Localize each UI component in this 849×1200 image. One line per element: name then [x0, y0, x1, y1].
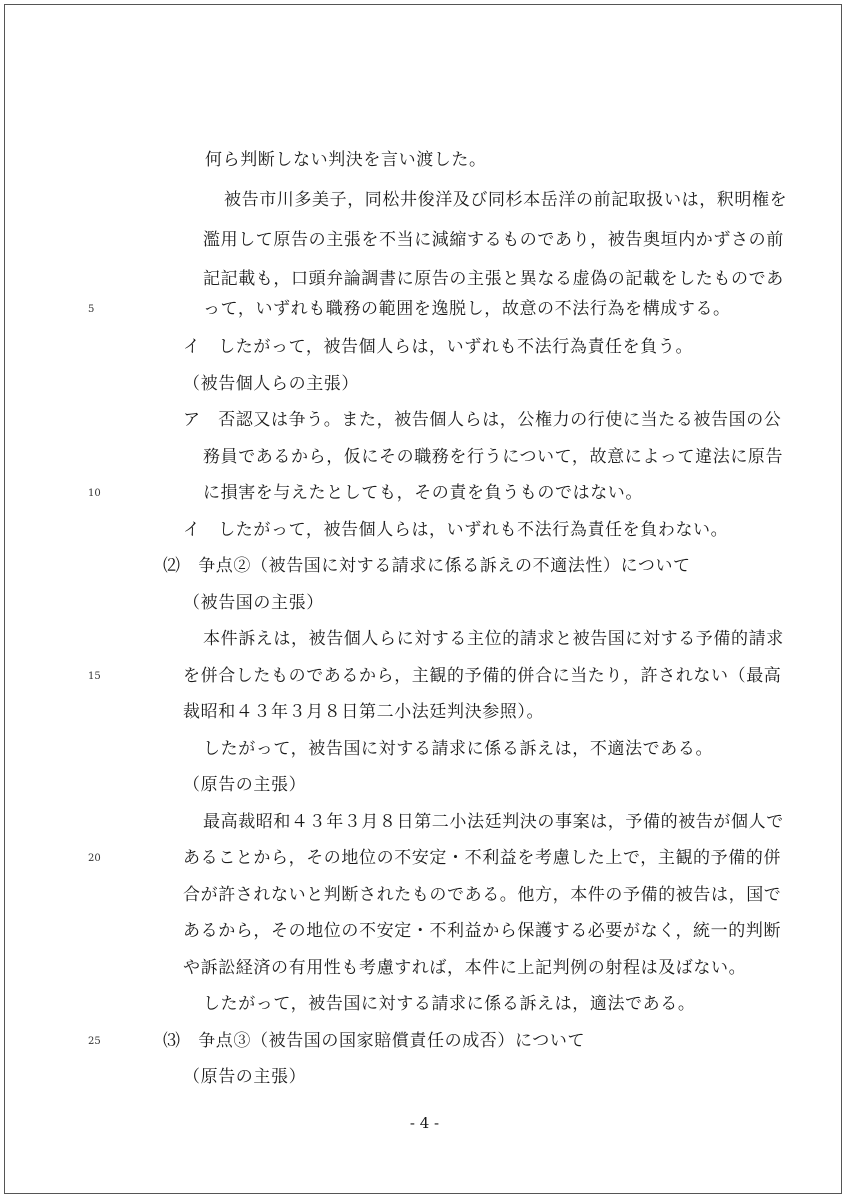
text-line: 本件訴えは，被告個人らに対する主位的請求と被告国に対する予備的請求: [203, 629, 784, 649]
text-line: （被告国の主張）: [183, 593, 324, 613]
line-number: 5: [88, 304, 95, 315]
text-line: に損害を与えたとしても，その責を負うものではない。: [203, 483, 643, 503]
text-line: 最高裁昭和４３年３月８日第二小法廷判決の事案は，予備的被告が個人で: [203, 812, 784, 832]
text-line: を併合したものであるから，主観的予備的併合に当たり，許されない（最高: [183, 666, 782, 686]
text-line: 濫用して原告の主張を不当に減縮するものであり，被告奥垣内かずさの前: [203, 230, 784, 250]
text-line: 合が許されないと判断されたものである。他方，本件の予備的被告は，国で: [183, 885, 782, 905]
text-line: ア 否認又は争う。また，被告個人らは，公権力の行使に当たる被告国の公: [183, 410, 782, 430]
line-number: 15: [88, 671, 101, 682]
text-line: イ したがって，被告個人らは，いずれも不法行為責任を負わない。: [183, 520, 729, 540]
text-line: ⑶ 争点③（被告国の国家賠償責任の成否）について: [163, 1031, 586, 1051]
text-line: や訴訟経済の有用性も考慮すれば，本件に上記判例の射程は及ばない。: [183, 958, 747, 978]
page-border: [4, 4, 842, 1194]
line-number: 20: [88, 853, 101, 864]
text-line: （原告の主張）: [183, 1067, 307, 1087]
text-line: したがって，被告国に対する請求に係る訴えは，不適法である。: [203, 739, 714, 759]
text-line: ⑵ 争点②（被告国に対する請求に係る訴えの不適法性）について: [163, 556, 691, 576]
page-number: - 4 -: [409, 1114, 440, 1132]
text-line: 務員であるから，仮にその職務を行うについて，故意によって違法に原告: [203, 447, 784, 467]
text-line: 記記載も，口頭弁論調書に原告の主張と異なる虚偽の記載をしたものであ: [203, 269, 784, 289]
text-line: （被告個人らの主張）: [183, 374, 359, 394]
text-line: って，いずれも職務の範囲を逸脱し，故意の不法行為を構成する。: [203, 299, 731, 319]
text-line: あるから，その地位の不安定・不利益から保護する必要がなく，統一的判断: [183, 921, 782, 941]
text-line: 裁昭和４３年３月８日第二小法廷判決参照）。: [183, 702, 545, 722]
line-number: 10: [88, 488, 101, 499]
text-line: 何ら判断しない判決を言い渡した。: [205, 150, 487, 170]
line-number: 25: [88, 1036, 101, 1047]
text-line: したがって，被告国に対する請求に係る訴えは，適法である。: [203, 994, 696, 1014]
text-line: イ したがって，被告個人らは，いずれも不法行為責任を負う。: [183, 337, 694, 357]
text-line: 被告市川多美子，同松井俊洋及び同杉本岳洋の前記取扱いは，釈明権を: [224, 190, 788, 210]
text-line: （原告の主張）: [183, 775, 307, 795]
text-line: あることから，その地位の不安定・不利益を考慮した上で，主観的予備的併: [183, 848, 782, 868]
